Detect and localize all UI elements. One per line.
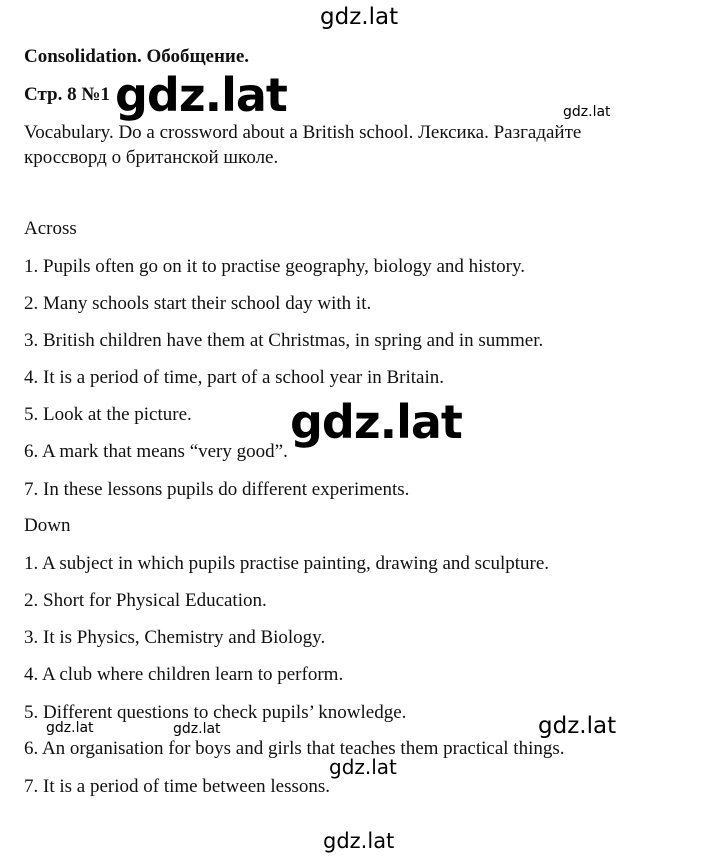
watermark-top: gdz.lat	[320, 4, 399, 30]
down-clue-5: 5. Different questions to check pupils’ knowledge.	[24, 702, 407, 723]
watermark-right: gdz.lat	[538, 713, 617, 739]
page-reference: Стр. 8 №1	[24, 84, 110, 105]
watermark-small-middle: gdz.lat	[173, 721, 221, 737]
across-clue-1: 1. Pupils often go on it to practise geography, biology and history.	[24, 256, 525, 277]
watermark-small-header: gdz.lat	[563, 104, 611, 120]
across-heading: Across	[24, 218, 77, 239]
down-heading: Down	[24, 515, 71, 536]
watermark-lower: gdz.lat	[329, 755, 397, 779]
watermark-small-left: gdz.lat	[46, 720, 94, 736]
down-clue-1: 1. A subject in which pupils practise painting, drawing and sculpture.	[24, 553, 550, 574]
down-clue-6: 6. An organisation for boys and girls that teaches them practical things.	[24, 738, 565, 759]
watermark-bottom: gdz.lat	[323, 829, 395, 853]
across-clue-7: 7. In these lessons pupils do different experiments.	[24, 479, 410, 500]
across-clue-2: 2. Many schools start their school day with it.	[24, 293, 372, 314]
across-clue-5: 5. Look at the picture.	[24, 404, 192, 425]
instruction-text: Vocabulary. Do a crossword about a British school. Лексика. Разгадайте кроссворд о британской школе.	[24, 122, 582, 168]
across-clue-6: 6. A mark that means “very good”.	[24, 441, 288, 462]
watermark-large-header: gdz.lat	[115, 68, 287, 122]
section-title: Consolidation. Обобщение.	[24, 46, 250, 67]
down-clue-3: 3. It is Physics, Chemistry and Biology.	[24, 627, 326, 648]
across-clue-4: 4. It is a period of time, part of a school year in Britain.	[24, 367, 444, 388]
down-clue-4: 4. A club where children learn to perform.	[24, 664, 344, 685]
down-clue-2: 2. Short for Physical Education.	[24, 590, 267, 611]
across-clue-3: 3. British children have them at Christmas, in spring and in summer.	[24, 330, 544, 351]
watermark-large-center: gdz.lat	[290, 395, 462, 449]
down-clue-7: 7. It is a period of time between lessons.	[24, 776, 331, 797]
